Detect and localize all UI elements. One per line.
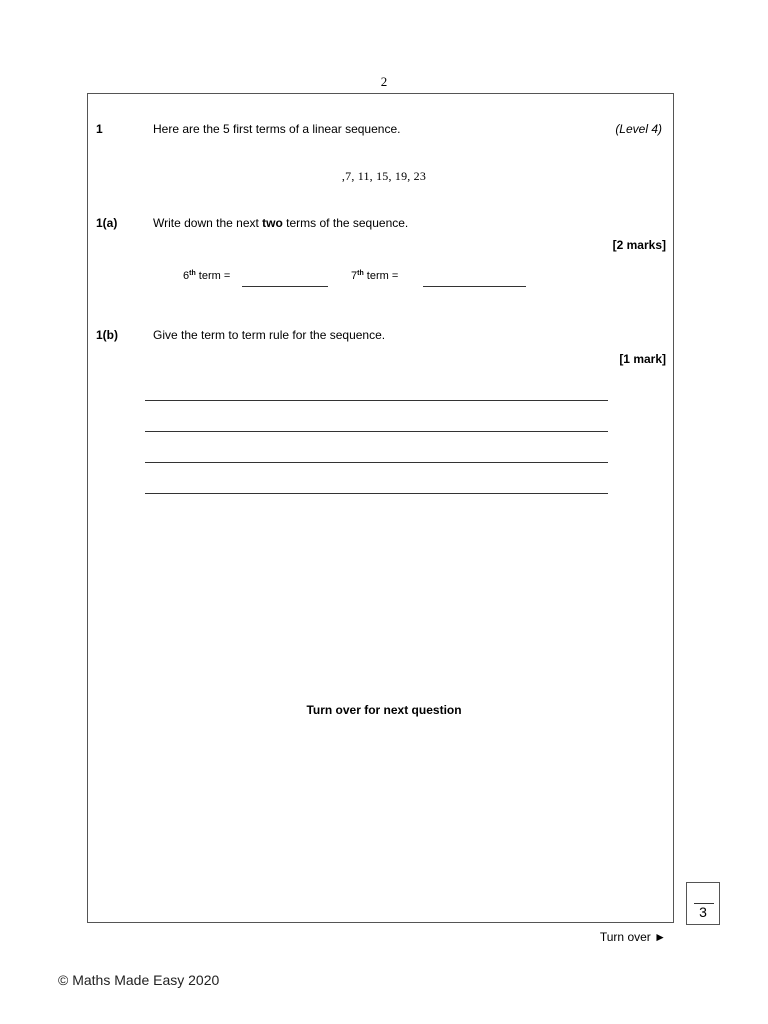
part-b-marks: [1 mark] bbox=[619, 352, 666, 366]
term-6-label: 6th term = bbox=[183, 270, 231, 282]
emphasis-two: two bbox=[262, 216, 283, 230]
turn-over-label: Turn over ► bbox=[599, 930, 666, 944]
score-box-total: 3 bbox=[699, 904, 707, 920]
question-text: Here are the 5 first terms of a linear sequence. bbox=[153, 122, 401, 136]
copyright-footer: © Maths Made Easy 2020 bbox=[58, 972, 220, 988]
question-number: 1 bbox=[96, 122, 103, 136]
answer-line[interactable] bbox=[145, 431, 608, 432]
part-a-number: 1(a) bbox=[96, 216, 118, 230]
answer-line[interactable] bbox=[145, 462, 608, 463]
term-7-label: 7th term = bbox=[351, 270, 399, 282]
term-7-answer-blank[interactable] bbox=[423, 286, 526, 287]
part-b-text: Give the term to term rule for the sequence. bbox=[153, 328, 386, 342]
answer-line[interactable] bbox=[145, 400, 608, 401]
level-label: (Level 4) bbox=[615, 122, 662, 136]
part-a-marks: [2 marks] bbox=[612, 238, 666, 252]
turn-over-next-question: Turn over for next question bbox=[306, 703, 462, 717]
sequence-terms: ,7, 11, 15, 19, 23 bbox=[341, 169, 427, 183]
term-6-answer-blank[interactable] bbox=[242, 286, 328, 287]
page-number: 2 bbox=[380, 74, 388, 89]
answer-line[interactable] bbox=[145, 493, 608, 494]
part-a-text: Write down the next two terms of the sequence. bbox=[153, 216, 409, 230]
score-box bbox=[686, 882, 720, 925]
part-b-number: 1(b) bbox=[96, 328, 118, 342]
